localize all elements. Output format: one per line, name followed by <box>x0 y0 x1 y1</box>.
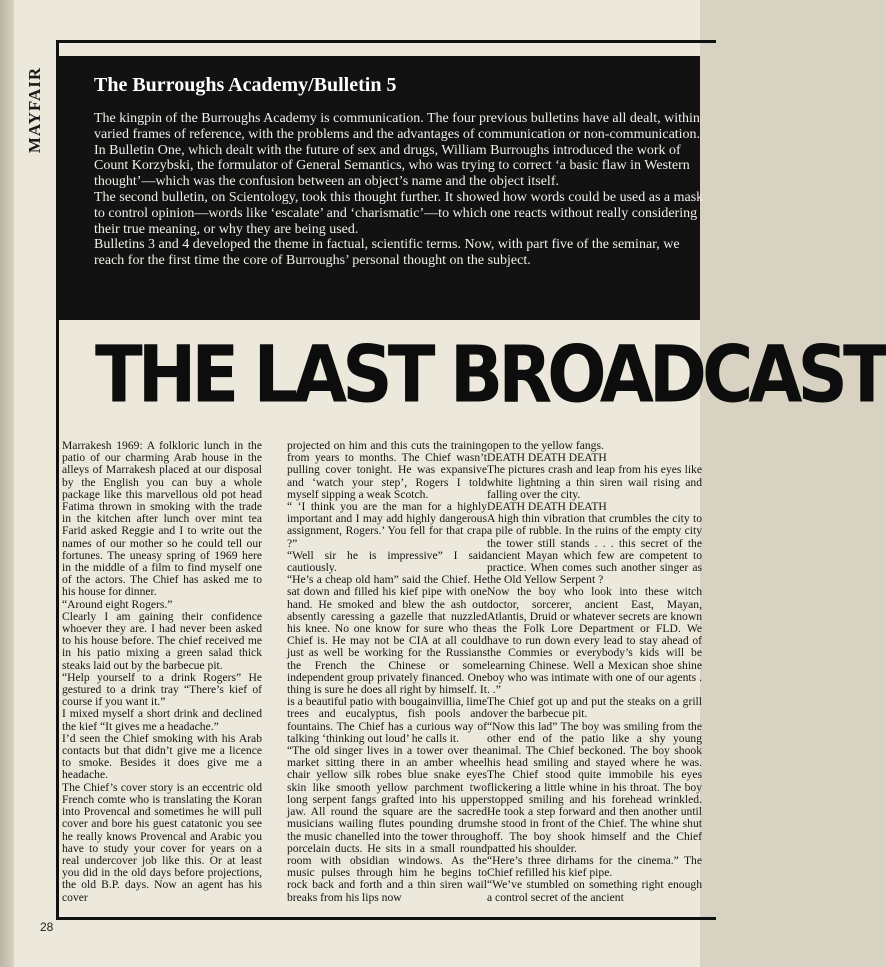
paragraph: “We’ve stumbled on something right enough a control secret of the ancient <box>487 878 702 904</box>
headline: THE LAST BROADCAST <box>95 328 886 421</box>
intro-panel <box>56 56 704 320</box>
intro-paragraph: The second bulletin, on Scientology, took this thought further. It showed how words could be used as a mask to control opinion—words like ‘escalate’ and ‘charismatic’—to which one reacts without really considering their true meaning, or why they are being used. <box>94 189 704 237</box>
intro-paragraph: The kingpin of the Burroughs Academy is communication. The four previous bulletins have all dealt, within varied frames of reference, with the problems and the advantages of communication or non-communication. <box>94 111 701 142</box>
intro-text <box>94 111 704 269</box>
paragraph: I mixed myself a short drink and declined the kief “It gives me a headache.” <box>62 707 262 733</box>
paragraph: DEATH DEATH DEATH <box>487 451 607 465</box>
masthead: MAYFAIR <box>25 66 44 154</box>
binding-spine <box>0 0 14 967</box>
paragraph: “He’s a cheap old ham” said the Chief. He sat down and filled his kief pipe with one hand. He smoked and blew the ash out absently caressing a gazelle that nuzzled his knee. No one know for sure who the Chief is. He may not be CIA at all could just as well be working for the Russians the French the Chinese or some independent group privately financed. One thing is sure he does all right by himself. It is a beautiful patio with bougainvillia, lime trees and eucalyptus, fish pools and fountains. The Chief has a curious way of talking ‘thinking out loud’ he calls it. <box>287 573 487 745</box>
column-1 <box>62 440 262 904</box>
bulletin-title: The Burroughs Academy/Bulletin 5 <box>94 74 397 96</box>
intro-paragraph: In Bulletin One, which dealt with the future of sex and drugs, William Burroughs introduced the work of Count Korzybski, the formulator of General Semantics, who was trying to correct ‘a basic flaw in Western thought’—which was the confusion between an object’s name and the object itself. <box>94 142 690 190</box>
paragraph: A high thin vibration that crumbles the city to a pile of rubble. In the ruins of the empty city the tower still stands . . . this secret of the ancient Mayan which few are competent to practice. When comes such another singer as the Old Yellow Serpent ? <box>487 512 702 587</box>
article-columns <box>62 440 700 920</box>
paragraph: “Around eight Rogers.” <box>62 597 173 611</box>
paragraph: projected on him and this cuts the training from years to months. The Chief wasn’t pulling cover tonight. He was expansive and ‘watch your step’, Rogers I told myself sipping a weak Scotch. <box>287 439 487 501</box>
paragraph: “ ‘I think you are the man for a highly important and I may add highly dangerous assignment, Rogers.’ You fell for that crap ?” <box>287 500 487 550</box>
paragraph: Marrakesh 1969: A folkloric lunch in the patio of our charming Arab house in the alleys of Marrakesh placed at our disposal by the English you can buy a whole package like this marvellous old pot head Fatima thrown in smoking with the trade in the kitchen after lunch over mint tea Farid asked Reggie and I to write out the names of our mother so he could tell our fortunes. The uneasy spring of 1969 here in the middle of a film to find myself one of the actors. The Chief has asked me to his house for dinner. <box>62 439 262 599</box>
paragraph: “Well sir he is impressive” I said cautiously. <box>287 548 487 575</box>
paragraph: “Now this lad” The boy was smiling from the other end of the patio like a shy young animal. The Chief beckoned. The boy shook his head smiling and stayed where he was. The Chief stood quite immobile his eyes flickering a little whine in his throat. The boy stopped smiling and his forehead wrinkled. He took a step forward and then another until he stood in front of the Chief. The whine shut off. The boy shook himself and the Chief patted his shoulder. <box>487 719 702 855</box>
column-2 <box>287 440 487 904</box>
paragraph: Now the boy who look into these witch doctor, sorcerer, ancient East, Mayan, Atlantis, Druid or whatever secrets are known as the Folk Lore Department or FLD. We have to run down every lead to stay ahead of the Commies or everybody’s kids will be learning Chinese. Well a Mexican shoe shine boy who was intimate with one of our agents . . .” <box>487 585 702 697</box>
paragraph: DEATH DEATH DEATH <box>487 500 607 514</box>
column-3 <box>487 440 702 904</box>
paragraph: The pictures crash and leap from his eyes like white lightning a thin siren wail rising and falling over the city. <box>487 463 702 501</box>
paragraph: The Chief got up and put the steaks on a grill over the barbecue pit. <box>487 695 702 721</box>
intro-paragraph: Bulletins 3 and 4 developed the theme in factual, scientific terms. Now, with part five of the seminar, we reach for the first time the core of Burroughs’ personal thought on the subject. <box>94 237 680 269</box>
paragraph: “Here’s three dirhams for the cinema.” The Chief refilled his kief pipe. <box>487 853 702 880</box>
paragraph: open to the yellow fangs. <box>487 439 604 452</box>
paragraph: I’d seen the Chief smoking with his Arab contacts but that didn’t give me a licence to smoke. Besides it does give me a headache. <box>62 731 262 782</box>
paragraph: Clearly I am gaining their confidence whoever they are. I had never been asked to his house before. The chief received me in his patio mixing a green salad thick steaks laid out by the barbecue pit. <box>62 609 262 672</box>
paragraph: The Chief’s cover story is an eccentric old French comte who is translating the Koran into Provencal and sometimes he will pull cover and bore his guest catatonic you see he really knows Provencal and Arabic you have to study your cover for years on a real undercover job like this. Or at least you did in the old days before projections, the old B.P. days. Now an agent has his cover <box>62 780 262 904</box>
page-number: 28 <box>40 920 54 934</box>
paragraph: “The old singer lives in a tower over the market sitting there in an amber wheel chair yellow silk robes blue snake eyes skin like smooth yellow parchment two long serpent fangs grafted into his upper jaw. All round the square are the sacred musicians wailing flutes pounding drums the music chanelled into the tower through porcelain ducts. He sits in a small round room with obsidian windows. As the music pulses through him he begins to rock back and forth and a thin siren wail breaks from his lips now <box>287 744 487 904</box>
paragraph: “Help yourself to a drink Rogers” He gestured to a drink tray “There’s kief of course if you want it.” <box>62 670 262 709</box>
